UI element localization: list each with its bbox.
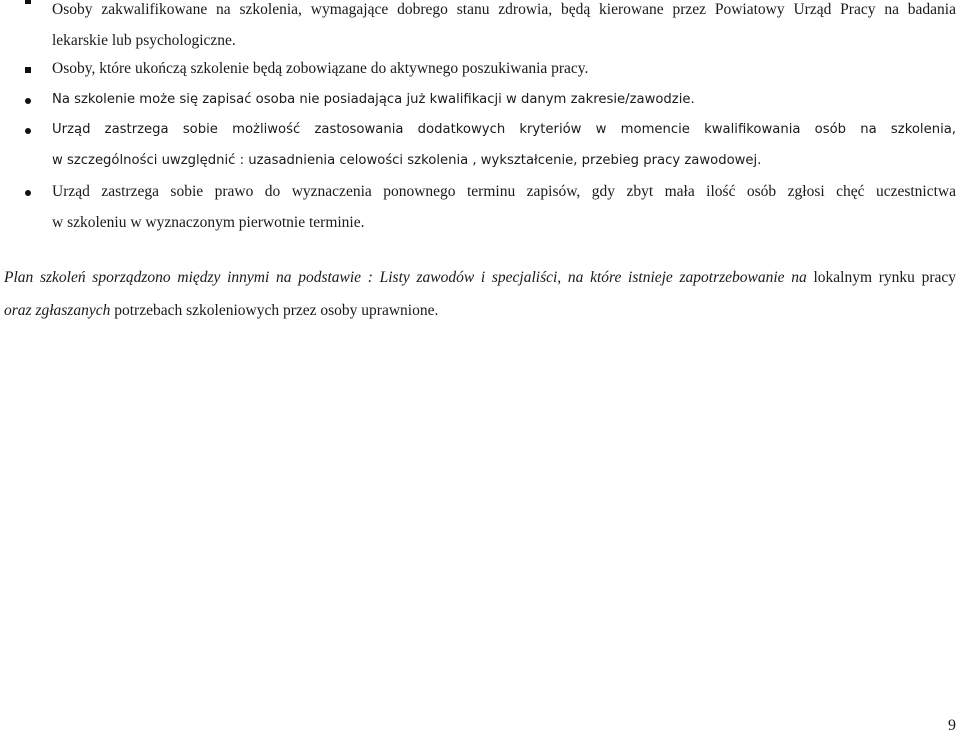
list-item	[0, 114, 960, 176]
plan-paragraph	[4, 261, 956, 327]
plan-line-1	[4, 261, 956, 294]
list-item-text: lekarskie lub psychologiczne.	[52, 32, 236, 49]
list-item	[0, 176, 960, 238]
list-item-text: Urząd zastrzega sobie prawo do wyznaczenia ponownego terminu zapisów, gdy zbyt mała ilość osób zgłosi chęć uczestnictwa	[52, 183, 956, 200]
plan-italic-text: oraz zgłaszanych	[4, 302, 111, 319]
round-bullet-icon	[25, 190, 31, 196]
list-item-text: Urząd zastrzega sobie możliwość zastosowania dodatkowych kryteriów w momencie kwalifikowania osób na szkolenia,	[52, 122, 956, 137]
list-item-text: w szkoleniu w wyznaczonym pierwotnie terminie.	[52, 214, 365, 231]
list-item-text: Na szkolenie może się zapisać osoba nie posiadająca już kwalifikacji w danym zakresie/zawodzie.	[52, 92, 695, 107]
plan-regular-text: potrzebach szkoleniowych przez osoby uprawnione.	[110, 302, 439, 319]
plan-regular-text: lokalnym rynku pracy	[806, 269, 956, 286]
page-number: 9	[948, 717, 956, 734]
plan-line-2	[4, 294, 956, 327]
plan-italic-text: Plan szkoleń sporządzono między innymi na podstawie : Listy zawodów i specjaliści, na które istnieje zapotrzebowanie na	[4, 269, 807, 286]
list-item	[0, 0, 960, 56]
round-bullet-icon	[25, 98, 31, 104]
list-item	[0, 53, 960, 84]
round-bullet-icon	[25, 128, 31, 134]
list-item-text: Osoby zakwalifikowane na szkolenia, wymagające dobrego stanu zdrowia, będą kierowane przez Powiatowy Urząd Pracy na badania	[52, 1, 956, 18]
list-item	[0, 84, 960, 115]
list-item-text: w szczególności uwzględnić : uzasadnienia celowości szkolenia , wykształcenie, przebieg pracy zawodowej.	[52, 153, 762, 168]
square-bullet-icon	[25, 67, 31, 73]
list-item-text: Osoby, które ukończą szkolenie będą zobowiązane do aktywnego poszukiwania pracy.	[52, 60, 589, 77]
square-bullet-icon	[25, 0, 31, 4]
